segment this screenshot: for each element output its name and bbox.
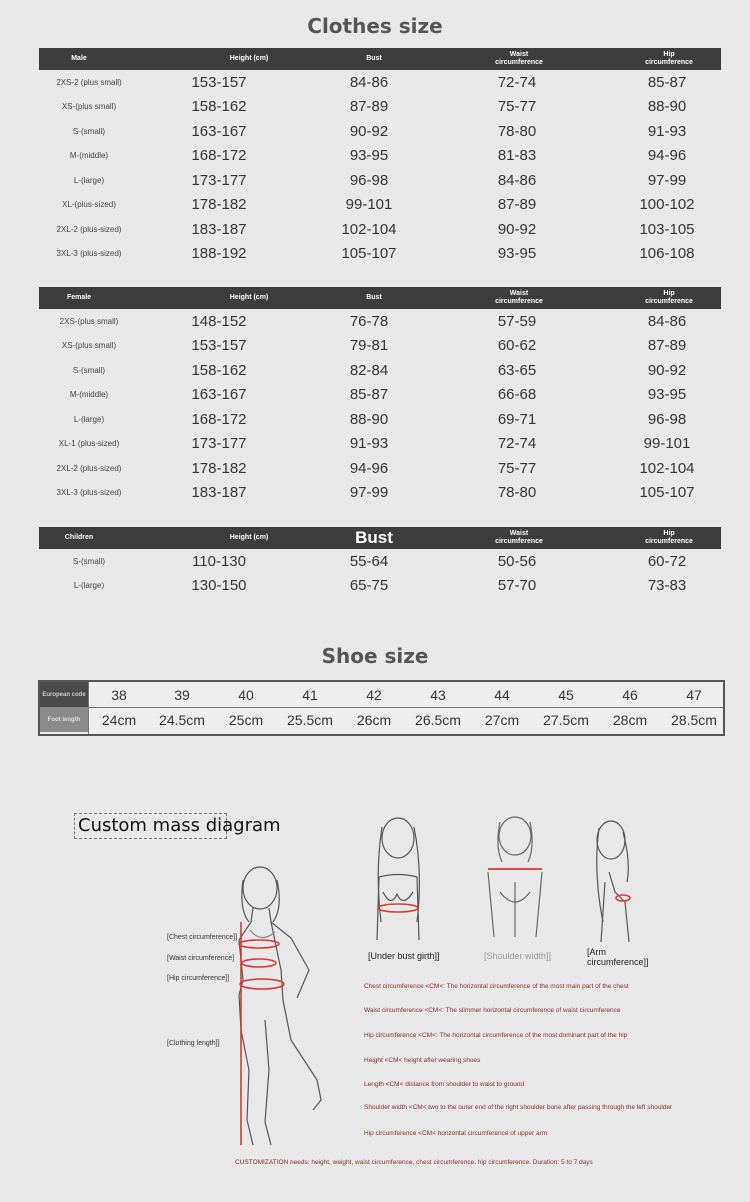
european-code-cell: 45 [558, 686, 574, 703]
size-value: 130-150 [191, 577, 247, 595]
table-row [39, 70, 721, 95]
size-label: XS-(plus small) [61, 102, 117, 112]
header-waist: Waist circumference [495, 51, 543, 66]
body-figure-illustration [225, 860, 335, 1155]
size-label: S-(small) [73, 126, 105, 136]
foot-length-cell: 24.5cm [159, 711, 205, 728]
shoulder-width-illustration [480, 812, 550, 947]
foot-length-cell: 28cm [612, 711, 648, 728]
body-measure-label: [Clothing length]] [167, 1040, 220, 1047]
size-value: 57-70 [497, 577, 537, 595]
female-size-table [39, 287, 721, 505]
table-row [39, 95, 721, 120]
size-value: 90-92 [647, 361, 687, 379]
foot-length-row [40, 707, 723, 732]
size-value: 66-68 [497, 386, 537, 404]
table-row [39, 383, 721, 408]
measurement-note: Hip circumference <CM<: The horizontal circumference of the most dominant part of the hip [364, 1032, 628, 1039]
size-value: 87-89 [497, 196, 537, 214]
under-bust-girth-caption: [Under bust girth]] [368, 951, 440, 961]
size-label: S-(small) [73, 556, 105, 566]
size-value: 153-157 [191, 337, 247, 355]
foot-length-cell: 26.5cm [415, 711, 461, 728]
european-code-cell: 39 [174, 686, 190, 703]
size-value: 168-172 [191, 410, 247, 428]
european-code-cell: 38 [111, 686, 127, 703]
foot-length-cell: 28.5cm [671, 711, 717, 728]
header-hip: Hip circumference [645, 530, 693, 545]
foot-length-cell: 27.5cm [543, 711, 589, 728]
table-row [39, 119, 721, 144]
measurement-note: Waist circumference <CM<: The slimmer horizontal circumference of waist circumference [364, 1007, 621, 1014]
size-value: 158-162 [191, 361, 247, 379]
size-label: 3XL-3 (plus-sized) [56, 488, 122, 498]
size-value: 163-167 [191, 386, 247, 404]
table-row [39, 574, 721, 599]
header-category: Children [64, 534, 94, 541]
european-code-cell: 44 [494, 686, 510, 703]
size-value: 88-90 [349, 410, 389, 428]
size-value: 99-101 [643, 435, 691, 453]
size-label: XL-(plus-sized) [62, 200, 116, 210]
size-value: 75-77 [497, 459, 537, 477]
table-header [39, 48, 721, 70]
body-measure-label: [Hip circumference]] [167, 975, 230, 982]
size-value: 69-71 [497, 410, 537, 428]
foot-length-cell: 25.5cm [287, 711, 333, 728]
measurement-note: Height <CM< height after wearing shoes [364, 1057, 481, 1064]
table-row [39, 407, 721, 432]
size-value: 97-99 [349, 484, 389, 502]
size-value: 72-74 [497, 435, 537, 453]
header-hip: Hip circumference [645, 51, 693, 66]
size-value: 105-107 [341, 245, 397, 263]
size-label: L-(large) [73, 175, 105, 185]
size-value: 105-107 [639, 484, 695, 502]
foot-length-cell: 26cm [356, 711, 392, 728]
size-value: 65-75 [349, 577, 389, 595]
size-value: 93-95 [497, 245, 537, 263]
size-value: 102-104 [341, 220, 397, 238]
header-hip: Hip circumference [645, 290, 693, 305]
size-value: 82-84 [349, 361, 389, 379]
table-row [39, 242, 721, 267]
table-row [39, 481, 721, 506]
size-value: 183-187 [191, 484, 247, 502]
table-row [39, 144, 721, 169]
table-row [39, 358, 721, 383]
european-code-cell: 40 [238, 686, 254, 703]
customization-footer: CUSTOMIZATION needs: height, weight, waist circumference, chest circumference, hip circumference. Duration: 5 to 7 days [235, 1159, 593, 1166]
size-value: 85-87 [647, 73, 687, 91]
size-value: 79-81 [349, 337, 389, 355]
size-value: 55-64 [349, 552, 389, 570]
header-height: Height (cm) [229, 534, 269, 541]
size-value: 94-96 [349, 459, 389, 477]
measurement-note: Length <CM< distance from shoulder to waist to ground [364, 1081, 525, 1088]
arm-circumference-caption: [Arm circumference]] [587, 947, 649, 967]
size-label: S-(small) [73, 365, 105, 375]
male-size-table [39, 48, 721, 266]
european-code-cell: 42 [366, 686, 382, 703]
size-value: 91-93 [647, 122, 687, 140]
size-value: 73-83 [647, 577, 687, 595]
size-value: 158-162 [191, 98, 247, 116]
european-code-row [40, 682, 723, 708]
size-value: 100-102 [639, 196, 695, 214]
size-label: 2XL-2 (plus-sized) [56, 463, 122, 473]
table-row [39, 193, 721, 218]
foot-length-cell: 27cm [484, 711, 520, 728]
header-category: Male [71, 55, 87, 62]
size-value: 178-182 [191, 196, 247, 214]
foot-length-cell: 25cm [228, 711, 264, 728]
size-label: L-(large) [73, 581, 105, 591]
size-value: 110-130 [192, 552, 246, 570]
shoe-size-table [38, 680, 725, 736]
european-code-cell: 47 [686, 686, 702, 703]
size-value: 60-62 [497, 337, 537, 355]
size-value: 84-86 [349, 73, 389, 91]
children-size-table [39, 527, 721, 598]
size-value: 84-86 [497, 171, 537, 189]
shoe-size-title: Shoe size [321, 644, 429, 668]
table-row [39, 334, 721, 359]
size-value: 78-80 [497, 122, 537, 140]
size-value: 87-89 [349, 98, 389, 116]
measurement-note: Chest circumference <CM<: The horizontal circumference of the most main part of the chest [364, 983, 629, 990]
size-value: 90-92 [497, 220, 537, 238]
size-value: 163-167 [191, 122, 247, 140]
size-value: 76-78 [349, 312, 389, 330]
body-measure-label: [Chest circumference]] [167, 934, 238, 941]
foot-length-cell: 24cm [101, 711, 137, 728]
size-value: 93-95 [349, 147, 389, 165]
european-code-cell: 41 [302, 686, 318, 703]
size-value: 91-93 [349, 435, 389, 453]
size-value: 168-172 [191, 147, 247, 165]
arm-circumference-illustration [585, 812, 645, 947]
size-value: 90-92 [349, 122, 389, 140]
size-label: 2XL-2 (plus-sized) [56, 224, 122, 234]
european-code-label: European code [40, 682, 88, 707]
header-bust: Bust [366, 294, 382, 301]
size-value: 75-77 [497, 98, 537, 116]
header-bust: Bust [366, 55, 382, 62]
size-value: 85-87 [349, 386, 389, 404]
size-value: 188-192 [191, 245, 247, 263]
header-waist: Waist circumference [495, 530, 543, 545]
size-label: XL-1 (plus-sized) [58, 439, 120, 449]
size-value: 50-56 [497, 552, 537, 570]
size-value: 72-74 [497, 73, 537, 91]
custom-mass-diagram-title: Custom mass diagram [74, 813, 227, 839]
foot-length-label: Foot length [40, 707, 88, 732]
size-value: 94-96 [647, 147, 687, 165]
size-value: 88-90 [647, 98, 687, 116]
table-row [39, 309, 721, 334]
size-value: 78-80 [497, 484, 537, 502]
size-value: 148-152 [191, 312, 247, 330]
shoulder-width-caption: [Shoulder width]] [484, 951, 552, 961]
table-row [39, 549, 721, 574]
size-label: XS-(plus small) [61, 341, 117, 351]
table-row [39, 168, 721, 193]
table-row [39, 432, 721, 457]
size-value: 84-86 [647, 312, 687, 330]
clothes-size-title: Clothes size [307, 14, 443, 38]
table-header [39, 287, 721, 309]
size-value: 97-99 [647, 171, 687, 189]
size-value: 99-101 [345, 196, 393, 214]
size-value: 57-59 [497, 312, 537, 330]
size-value: 103-105 [639, 220, 695, 238]
body-measure-label: [Waist circumference] [167, 955, 235, 962]
table-row [39, 217, 721, 242]
size-value: 183-187 [191, 220, 247, 238]
measurement-note: Shoulder width <CM< two to the outer end of the right shoulder bone after passing through the left shoulder [364, 1104, 673, 1111]
size-label: L-(large) [73, 414, 105, 424]
size-value: 60-72 [647, 552, 687, 570]
size-label: M-(middle) [69, 151, 109, 161]
measurement-note: Hip circumference <CM< horizontal circumference of upper arm [364, 1130, 548, 1137]
size-value: 81-83 [497, 147, 537, 165]
size-value: 153-157 [191, 73, 247, 91]
table-header [39, 527, 721, 549]
size-value: 96-98 [349, 171, 389, 189]
header-height: Height (cm) [229, 55, 269, 62]
size-value: 173-177 [191, 171, 247, 189]
size-value: 106-108 [639, 245, 695, 263]
header-height: Height (cm) [229, 294, 269, 301]
header-bust: Bust [355, 528, 393, 547]
under-bust-girth-illustration [365, 812, 435, 947]
size-label: 2XS-(plus small) [59, 316, 119, 326]
size-value: 173-177 [191, 435, 247, 453]
table-row [39, 456, 721, 481]
size-value: 102-104 [639, 459, 695, 477]
header-category: Female [66, 294, 92, 301]
size-value: 96-98 [647, 410, 687, 428]
european-code-cell: 43 [430, 686, 446, 703]
size-label: 2XS-2 (plus small) [56, 77, 122, 87]
size-value: 178-182 [191, 459, 247, 477]
size-value: 93-95 [647, 386, 687, 404]
header-waist: Waist circumference [495, 290, 543, 305]
size-value: 63-65 [497, 361, 537, 379]
size-label: M-(middle) [69, 390, 109, 400]
size-value: 87-89 [647, 337, 687, 355]
european-code-cell: 46 [622, 686, 638, 703]
size-label: 3XL-3 (plus-sized) [56, 249, 122, 259]
